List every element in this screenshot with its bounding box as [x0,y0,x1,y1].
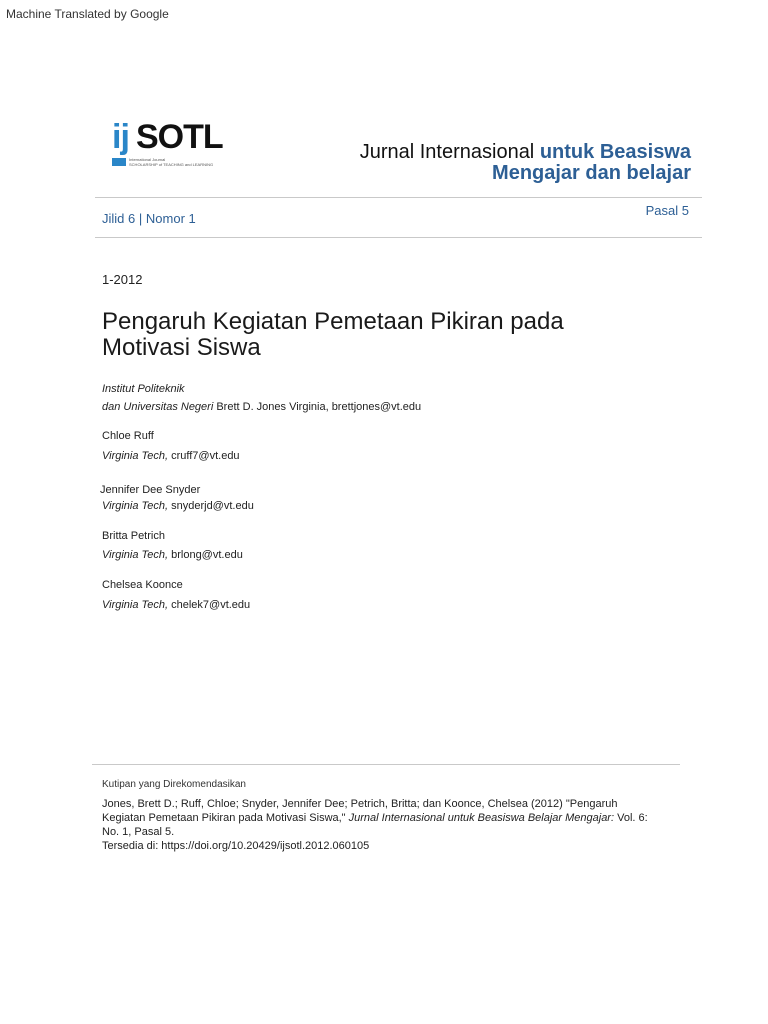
author-2-email[interactable]: cruff7@vt.edu [171,450,240,462]
journal-title-plain: Jurnal Internasional [359,141,535,163]
citation-doi[interactable]: Tersedia di: https://doi.org/10.20429/ijsotl.2012.060105 [102,840,370,852]
citation-part-2: Vol. 6: No. 1, Pasal 5. [102,812,648,838]
journal-title-line-2: Mengajar dan belajar [492,162,691,184]
author-2-name: Chloe Ruff [102,430,154,442]
author-1-name-email: Brett D. Jones Virginia, brettjones@vt.edu [216,401,422,413]
citation-text [102,797,662,853]
author-1-institution-line-2: dan Universitas Negeri [102,401,214,413]
author-1-line [102,401,421,413]
author-3-name: Jennifer Dee Snyder [100,484,201,496]
article-number[interactable]: Pasal 5 [645,203,689,218]
publication-date: 1-2012 [102,272,143,287]
ijsotl-logo [112,118,222,170]
author-5-affiliation [102,599,250,611]
volume-issue [102,211,196,226]
header-divider-top [95,197,702,198]
citation-part-1: Jones, Brett D.; Ruff, Chloe; Snyder, Jennifer Dee; Petrich, Britta; dan Koonce, Chelsea (2012) "Pengaruh Kegiatan Pemetaan Pikiran pada Motivasi Siswa," [102,798,618,824]
author-5-institution: Virginia Tech, [102,599,169,611]
journal-title-blue: untuk Beasiswa [539,141,691,163]
author-4-email[interactable]: brlong@vt.edu [171,549,243,561]
header-divider-bottom [95,237,702,238]
author-2-institution: Virginia Tech, [102,450,169,462]
citation-journal: Jurnal Internasional untuk Beasiswa Belajar Mengajar: [348,812,615,824]
logo-accent-bar [112,158,126,166]
author-5-name: Chelsea Koonce [102,579,183,591]
journal-title-line-1 [360,141,691,164]
machine-translated-banner: Machine Translated by Google [6,7,169,21]
logo-sotl-text: SOTL [136,118,223,156]
logo-subtitle-1: International Journal [129,157,166,162]
logo-subtitle-2: SCHOLARSHIP of TEACHING and LEARNING [129,162,214,167]
author-4-affiliation [102,549,243,561]
author-1-institution-line-1: Institut Politeknik [102,383,185,395]
citation-divider [92,764,680,765]
author-4-name: Britta Petrich [102,530,165,542]
issue-link[interactable]: Nomor 1 [145,211,196,226]
volume-link[interactable]: Jilid 6 [102,211,136,226]
author-3-email[interactable]: snyderjd@vt.edu [171,500,254,512]
article-title: Pengaruh Kegiatan Pemetaan Pikiran pada Motivasi Siswa [102,308,564,361]
author-3-affiliation [102,500,254,512]
author-3-institution: Virginia Tech, [102,500,169,512]
citation-heading: Kutipan yang Direkomendasikan [102,779,246,790]
author-5-email[interactable]: chelek7@vt.edu [171,599,251,611]
author-4-institution: Virginia Tech, [102,549,169,561]
author-2-affiliation [102,450,240,462]
volume-separator: | [138,211,143,226]
logo-ij-text: ij [112,118,129,156]
